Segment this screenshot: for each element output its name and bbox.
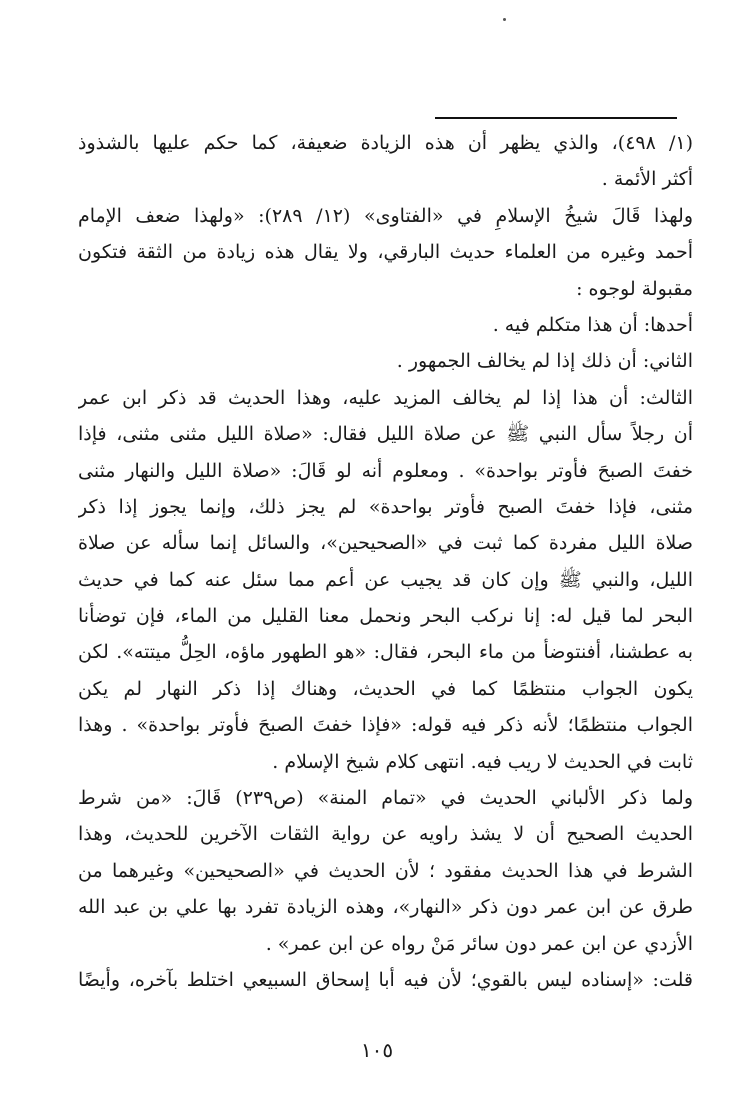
text-line: الجواب منتظمًا؛ لأنه ذكر فيه قوله: «فإذا خفتَ الصبحَ فأوتر بواحدة» . وهذا (78, 714, 693, 737)
text-line: الليل، والنبي ﷺ وإن كان قد يجيب عن أعم مما سئل عنه كما في حديث (78, 568, 693, 591)
text-line: مقبولة لوجوه : (576, 277, 693, 300)
text-line: (١/ ٤٩٨)، والذي يظهر أن هذه الزيادة ضعيفة، كما حكم عليها بالشذوذ (78, 132, 693, 154)
text-line: الثاني: أن ذلك إذا لم يخالف الجمهور . (396, 350, 693, 373)
text-line: طرق عن ابن عمر دون ذكر «النهار»، وهذه الزيادة تفرد بها علي بن عبد الله (78, 896, 693, 919)
text-line: الثالث: أن هذا إذا لم يخالف المزيد عليه، وهذا الحديث قد ذكر ابن عمر (78, 386, 693, 409)
text-line: أكثر الأئمة . (601, 168, 693, 191)
text-line: صلاة الليل مفردة كما ثبت في «الصحيحين»، والسائل إنما سأله عن صلاة (78, 532, 693, 555)
footnote-separator-rule (435, 117, 677, 119)
scan-speck (503, 18, 506, 21)
text-line: يكون الجواب منتظمًا كما في الحديث، وهناك إذا ذكر النهار لم يكن (78, 677, 693, 700)
text-line: أحمد وغيره من العلماء حديث البارقي، ولا يقال هذه زيادة من الثقة فتكون (78, 241, 693, 264)
text-line: أحدها: أن هذا متكلم فيه . (492, 313, 693, 336)
text-line: الحديث الصحيح أن لا يشذ راويه عن رواية الثقات الآخرين للحديث، وهذا (78, 823, 693, 846)
text-line: الشرط في هذا الحديث مفقود ؛ لأن الحديث في «الصحيحين» وغيرهما من (78, 859, 693, 882)
page-number: ١٠٥ (360, 1038, 394, 1062)
text-line: البحر لما قيل له: إنا نركب البحر ونحمل معنا القليل من الماء، فإن توضأنا (78, 605, 693, 628)
text-line: ولما ذكر الألباني الحديث في «تمام المنة» (ص٢٣٩) قَالَ: «من شرط (78, 787, 693, 810)
text-line: ولهذا قَالَ شيخُ الإسلامِ في «الفتاوى» (١٢/ ٢٨٩): «ولهذا ضعف الإمام (78, 204, 693, 227)
text-line: أن رجلاً سأل النبي ﷺ عن صلاة الليل فقال: «صلاة الليل مثنى مثنى، فإذا (78, 423, 693, 446)
text-line: خفتَ الصبحَ فأوتر بواحدة» . ومعلوم أنه لو قَالَ: «صلاة الليل والنهار مثنى (78, 459, 693, 482)
text-line: به عطشنا، أفنتوضأ من ماء البحر، فقال: «هو الطهور ماؤه، الحِلُّ ميتته». لكن (78, 641, 693, 664)
text-line: ثابت في الحديث لا ريب فيه. انتهى كلام شيخ الإسلام . (272, 750, 693, 773)
page-body-text (78, 125, 693, 998)
text-line: مثنى، فإذا خفتَ الصبح فأوتر بواحدة» لم يجز ذلك، وإنما يجوز إذا ذكر (78, 495, 693, 518)
text-line: قلت: «إسناده ليس بالقوي؛ لأن فيه أبا إسحاق السبيعي اختلط بآخره، وأيضًا (78, 968, 693, 991)
text-line: الأزدي عن ابن عمر دون سائر مَنْ رواه عن ابن عمر» . (265, 932, 693, 955)
